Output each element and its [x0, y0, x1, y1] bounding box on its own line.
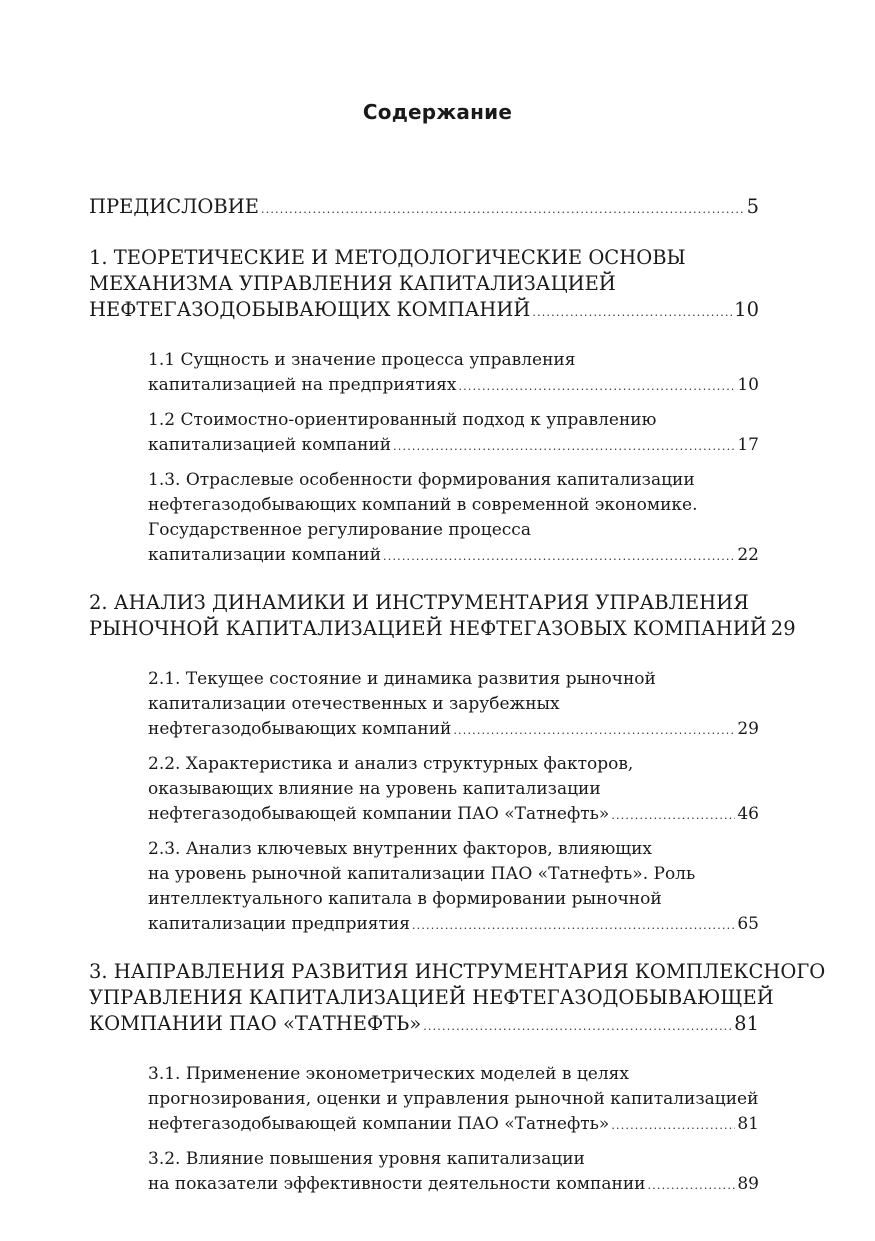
- dot-leader: [453, 718, 735, 743]
- table-of-contents: [89, 194, 826, 1219]
- toc-entry-leader-row: [148, 543, 759, 569]
- dot-leader: [611, 803, 735, 828]
- toc-subsection-entry: [89, 752, 759, 828]
- toc-entry-text-line: капитализации отечественных и зарубежных: [148, 694, 560, 714]
- toc-entry-text-line: 2.1. Текущее состояние и динамика развития рыночной: [148, 669, 656, 689]
- toc-entry-text-line: Государственное регулирование процесса: [148, 520, 531, 540]
- toc-page-number: 22: [737, 545, 759, 565]
- toc-subsection-entry: [89, 348, 759, 399]
- toc-entry-leader-row: [148, 802, 759, 828]
- toc-page-number: 81: [737, 1114, 759, 1134]
- toc-entry-leader-row: [89, 297, 759, 326]
- dot-leader: [383, 544, 735, 569]
- toc-subsection-entry: [89, 408, 759, 459]
- toc-entry-leader-row: [89, 194, 759, 223]
- toc-entry-leader-row: [148, 1172, 759, 1198]
- toc-entry-text-line: 1.1 Сущность и значение процесса управления: [148, 350, 576, 370]
- toc-entry-text-line: нефтегазодобывающих компаний: [148, 719, 452, 739]
- toc-entry-text-line: капитализации предприятия: [148, 914, 410, 934]
- toc-page-number: 10: [734, 298, 759, 321]
- toc-entry-text-line: оказывающих влияние на уровень капитализации: [148, 779, 601, 799]
- toc-entry-text-line: интеллектуального капитала в формировании рыночной: [148, 889, 662, 909]
- toc-entry-text-line: нефтегазодобывающих компаний в современной экономике.: [148, 495, 698, 515]
- dot-leader: [532, 300, 732, 326]
- toc-entry-text-line: 1. ТЕОРЕТИЧЕСКИЕ И МЕТОДОЛОГИЧЕСКИЕ ОСНОВЫ: [89, 246, 686, 269]
- toc-entry-leader-row: [148, 912, 759, 938]
- toc-entry-text-line: 2.3. Анализ ключевых внутренних факторов, влияющих: [148, 839, 652, 859]
- toc-section-entry: [89, 590, 796, 645]
- toc-subsection-entry: [89, 1062, 759, 1138]
- toc-entry-text-line: прогнозирования, оценки и управления рыночной капитализацией: [148, 1089, 759, 1109]
- toc-page-number: 5: [746, 195, 759, 218]
- toc-subsection-entry: [89, 1147, 759, 1198]
- dot-leader: [611, 1113, 735, 1138]
- toc-page-number: 89: [737, 1174, 759, 1194]
- toc-entry-text-line: УПРАВЛЕНИЯ КАПИТАЛИЗАЦИЕЙ НЕФТЕГАЗОДОБЫВАЮЩЕЙ: [89, 986, 774, 1009]
- toc-entry-text-line: 2. АНАЛИЗ ДИНАМИКИ И ИНСТРУМЕНТАРИЯ УПРАВЛЕНИЯ: [89, 591, 749, 614]
- toc-entry-text-line: на уровень рыночной капитализации ПАО «Татнефть». Роль: [148, 864, 696, 884]
- toc-entry-text-line: РЫНОЧНОЙ КАПИТАЛИЗАЦИЕЙ НЕФТЕГАЗОВЫХ КОМПАНИЙ: [89, 617, 767, 640]
- toc-entry-text-line: 2.2. Характеристика и анализ структурных факторов,: [148, 754, 634, 774]
- toc-entry-text-line: ПРЕДИСЛОВИЕ: [89, 195, 259, 218]
- toc-entry-text-line: 3. НАПРАВЛЕНИЯ РАЗВИТИЯ ИНСТРУМЕНТАРИЯ КОМПЛЕКСНОГО: [89, 960, 826, 983]
- dot-leader: [648, 1173, 736, 1198]
- toc-page-number: 46: [737, 804, 759, 824]
- toc-section-entry: [89, 959, 826, 1040]
- toc-entry-leader-row: [148, 1112, 759, 1138]
- toc-entry-text-line: 1.2 Стоимостно-ориентированный подход к управлению: [148, 410, 657, 430]
- page-title: Содержание: [362, 100, 513, 124]
- toc-subsection-entry: [89, 837, 759, 938]
- toc-entry-text-line: капитализации компаний: [148, 545, 382, 565]
- toc-page-number: 81: [734, 1012, 759, 1035]
- dot-leader: [261, 197, 745, 223]
- toc-subsection-entry: [89, 667, 759, 743]
- dot-leader: [458, 374, 735, 399]
- toc-page-number: 65: [737, 914, 759, 934]
- toc-entry-leader-row: [148, 717, 759, 743]
- toc-entry-text-line: 3.2. Влияние повышения уровня капитализации: [148, 1149, 585, 1169]
- dot-leader: [412, 913, 735, 938]
- toc-page-number: 17: [737, 435, 759, 455]
- toc-entry-text-line: нефтегазодобывающей компании ПАО «Татнефть»: [148, 1114, 610, 1134]
- toc-entry-text-line: 1.3. Отраслевые особенности формирования капитализации: [148, 470, 695, 490]
- toc-entry-text-line: 3.1. Применение эконометрических моделей в целях: [148, 1064, 629, 1084]
- toc-page-number: 29: [770, 617, 796, 640]
- toc-entry-text-line: капитализацией на предприятиях: [148, 375, 457, 395]
- toc-subsection-entry: [89, 468, 759, 569]
- toc-entry-text-line: на показатели эффективности деятельности компании: [148, 1174, 646, 1194]
- toc-entry-leader-row: [148, 373, 759, 399]
- toc-page-number: 29: [737, 719, 759, 739]
- toc-entry-text-line: КОМПАНИИ ПАО «ТАТНЕФТЬ»: [89, 1012, 422, 1035]
- toc-entry-text-line: МЕХАНИЗМА УПРАВЛЕНИЯ КАПИТАЛИЗАЦИЕЙ: [89, 272, 616, 295]
- toc-entry-text-line: капитализацией компаний: [148, 435, 392, 455]
- toc-entry-text-line: нефтегазодобывающей компании ПАО «Татнефть»: [148, 804, 610, 824]
- toc-section-entry: [89, 194, 759, 223]
- toc-entry-leader-row: [89, 1011, 759, 1040]
- toc-entry-leader-row: [89, 616, 796, 645]
- toc-page-number: 10: [737, 375, 759, 395]
- toc-section-entry: [89, 245, 759, 326]
- toc-entry-leader-row: [148, 433, 759, 459]
- dot-leader: [423, 1014, 732, 1040]
- dot-leader: [393, 434, 735, 459]
- toc-entry-text-line: НЕФТЕГАЗОДОБЫВАЮЩИХ КОМПАНИЙ: [89, 298, 531, 321]
